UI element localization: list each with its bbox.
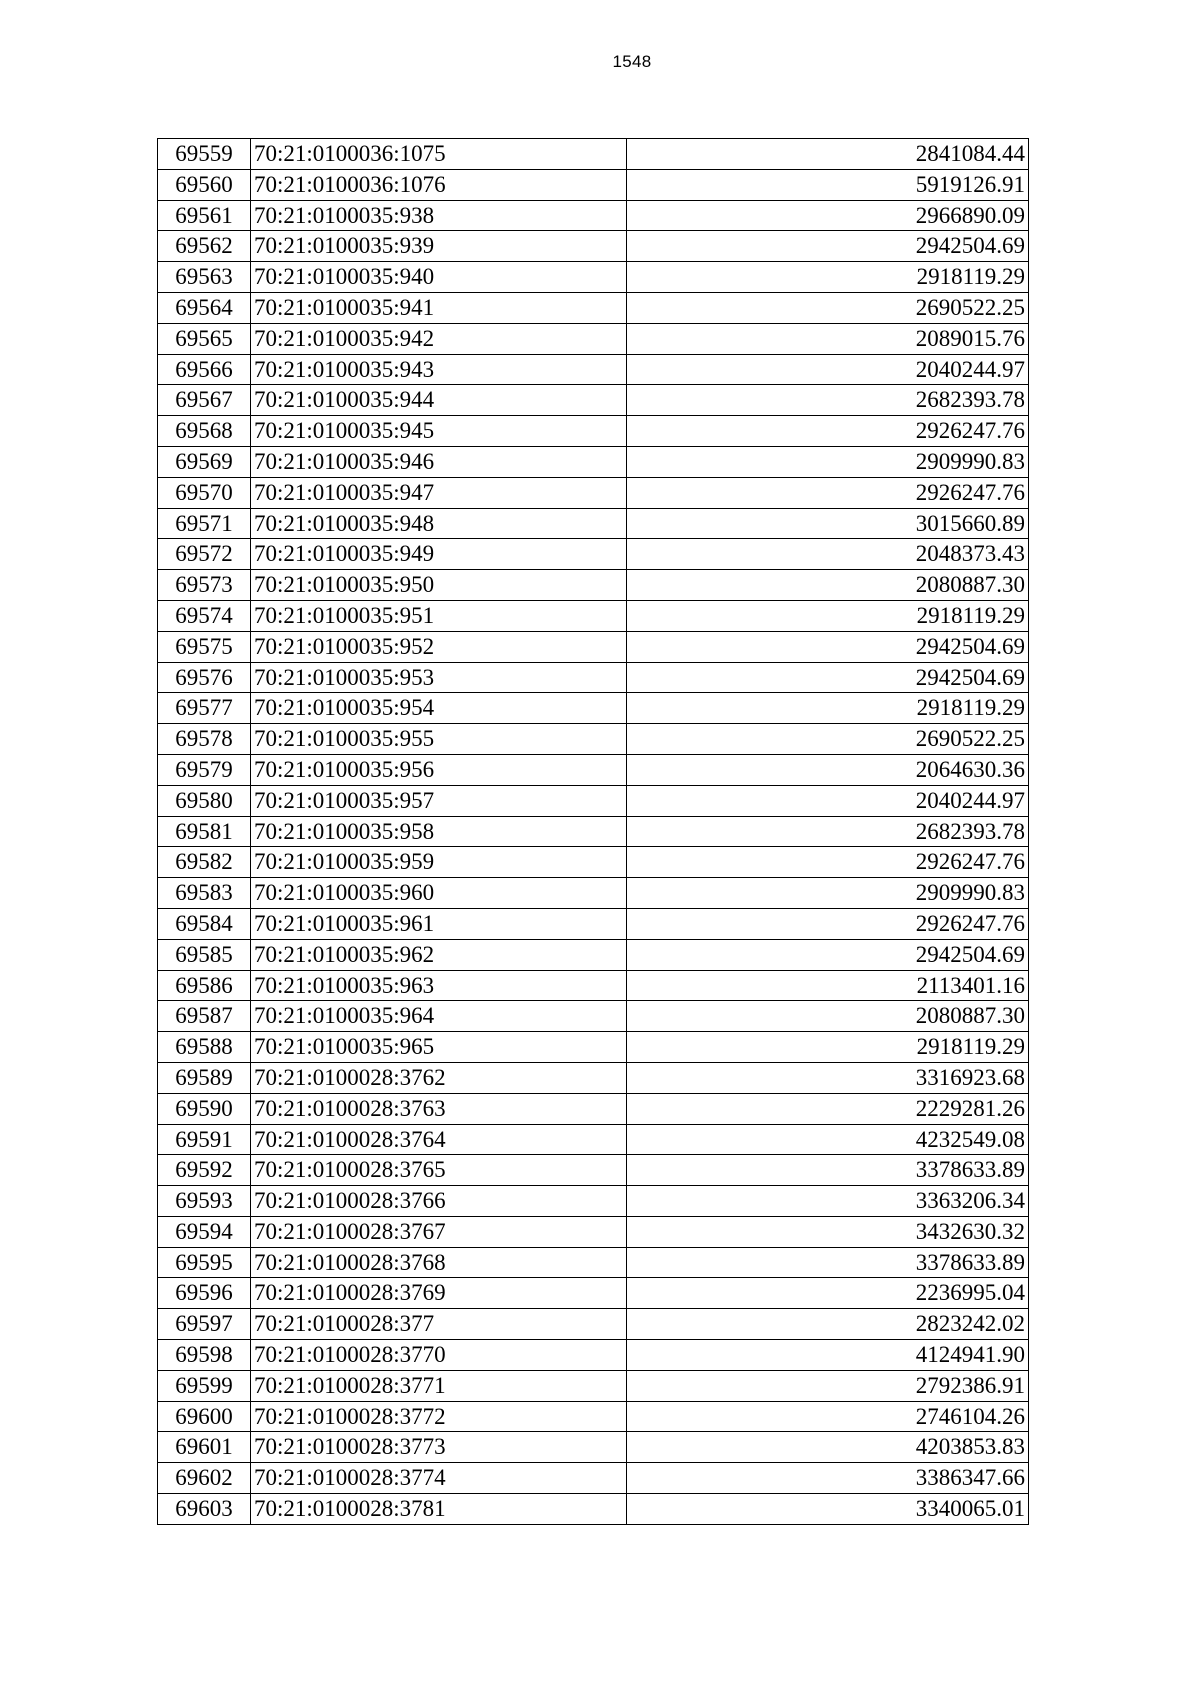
value-cell: 2682393.78 xyxy=(627,816,1029,847)
value-cell: 2823242.02 xyxy=(627,1309,1029,1340)
cadastral-number-cell: 70:21:0100035:965 xyxy=(251,1032,627,1063)
row-number-cell: 69571 xyxy=(158,508,251,539)
row-number-cell: 69597 xyxy=(158,1309,251,1340)
cadastral-number-cell: 70:21:0100035:943 xyxy=(251,354,627,385)
cadastral-number-cell: 70:21:0100028:3767 xyxy=(251,1216,627,1247)
row-number-cell: 69576 xyxy=(158,662,251,693)
row-number-cell: 69587 xyxy=(158,1001,251,1032)
cadastral-number-cell: 70:21:0100035:950 xyxy=(251,570,627,601)
row-number-cell: 69567 xyxy=(158,385,251,416)
row-number-cell: 69599 xyxy=(158,1370,251,1401)
row-number-cell: 69589 xyxy=(158,1062,251,1093)
cadastral-number-cell: 70:21:0100028:377 xyxy=(251,1309,627,1340)
table-row xyxy=(158,323,1029,354)
row-number-cell: 69591 xyxy=(158,1124,251,1155)
row-number-cell: 69582 xyxy=(158,847,251,878)
table-row xyxy=(158,1186,1029,1217)
table-row xyxy=(158,631,1029,662)
table-row xyxy=(158,1370,1029,1401)
row-number-cell: 69586 xyxy=(158,970,251,1001)
cadastral-number-cell: 70:21:0100035:945 xyxy=(251,416,627,447)
table-row xyxy=(158,1093,1029,1124)
table-row xyxy=(158,508,1029,539)
cadastral-number-cell: 70:21:0100028:3762 xyxy=(251,1062,627,1093)
row-number-cell: 69584 xyxy=(158,908,251,939)
row-number-cell: 69595 xyxy=(158,1247,251,1278)
cadastral-number-cell: 70:21:0100035:952 xyxy=(251,631,627,662)
table-row xyxy=(158,169,1029,200)
row-number-cell: 69562 xyxy=(158,231,251,262)
table-row xyxy=(158,354,1029,385)
table-row xyxy=(158,1432,1029,1463)
row-number-cell: 69583 xyxy=(158,878,251,909)
table-row xyxy=(158,970,1029,1001)
cadastral-number-cell: 70:21:0100035:954 xyxy=(251,693,627,724)
table-row xyxy=(158,385,1029,416)
row-number-cell: 69585 xyxy=(158,939,251,970)
cadastral-number-cell: 70:21:0100028:3781 xyxy=(251,1494,627,1525)
cadastral-number-cell: 70:21:0100035:957 xyxy=(251,785,627,816)
table-row xyxy=(158,1340,1029,1371)
value-cell: 2926247.76 xyxy=(627,477,1029,508)
row-number-cell: 69596 xyxy=(158,1278,251,1309)
cadastral-number-cell: 70:21:0100035:938 xyxy=(251,200,627,231)
cadastral-number-cell: 70:21:0100036:1075 xyxy=(251,139,627,170)
value-cell: 2690522.25 xyxy=(627,292,1029,323)
row-number-cell: 69574 xyxy=(158,600,251,631)
value-cell: 2080887.30 xyxy=(627,1001,1029,1032)
cadastral-number-cell: 70:21:0100035:962 xyxy=(251,939,627,970)
cadastral-number-cell: 70:21:0100035:947 xyxy=(251,477,627,508)
table-row xyxy=(158,416,1029,447)
cadastral-number-cell: 70:21:0100035:939 xyxy=(251,231,627,262)
value-cell: 2942504.69 xyxy=(627,231,1029,262)
registry-table-body xyxy=(158,139,1029,1525)
table-row xyxy=(158,1494,1029,1525)
value-cell: 2841084.44 xyxy=(627,139,1029,170)
table-row xyxy=(158,724,1029,755)
row-number-cell: 69559 xyxy=(158,139,251,170)
table-row xyxy=(158,908,1029,939)
cadastral-number-cell: 70:21:0100028:3773 xyxy=(251,1432,627,1463)
row-number-cell: 69588 xyxy=(158,1032,251,1063)
value-cell: 2746104.26 xyxy=(627,1401,1029,1432)
table-row xyxy=(158,477,1029,508)
cadastral-number-cell: 70:21:0100035:948 xyxy=(251,508,627,539)
cadastral-number-cell: 70:21:0100035:955 xyxy=(251,724,627,755)
value-cell: 2080887.30 xyxy=(627,570,1029,601)
value-cell: 2942504.69 xyxy=(627,939,1029,970)
cadastral-number-cell: 70:21:0100028:3774 xyxy=(251,1463,627,1494)
cadastral-number-cell: 70:21:0100028:3772 xyxy=(251,1401,627,1432)
value-cell: 5919126.91 xyxy=(627,169,1029,200)
value-cell: 3432630.32 xyxy=(627,1216,1029,1247)
cadastral-number-cell: 70:21:0100035:959 xyxy=(251,847,627,878)
row-number-cell: 69590 xyxy=(158,1093,251,1124)
row-number-cell: 69581 xyxy=(158,816,251,847)
value-cell: 2064630.36 xyxy=(627,754,1029,785)
table-row xyxy=(158,1155,1029,1186)
table-row xyxy=(158,754,1029,785)
cadastral-number-cell: 70:21:0100035:961 xyxy=(251,908,627,939)
row-number-cell: 69560 xyxy=(158,169,251,200)
value-cell: 2690522.25 xyxy=(627,724,1029,755)
value-cell: 3316923.68 xyxy=(627,1062,1029,1093)
row-number-cell: 69570 xyxy=(158,477,251,508)
row-number-cell: 69579 xyxy=(158,754,251,785)
row-number-cell: 69580 xyxy=(158,785,251,816)
row-number-cell: 69598 xyxy=(158,1340,251,1371)
table-row xyxy=(158,1463,1029,1494)
value-cell: 3363206.34 xyxy=(627,1186,1029,1217)
table-row xyxy=(158,1032,1029,1063)
page-number: 1548 xyxy=(612,52,652,71)
cadastral-number-cell: 70:21:0100035:953 xyxy=(251,662,627,693)
value-cell: 2113401.16 xyxy=(627,970,1029,1001)
cadastral-number-cell: 70:21:0100035:946 xyxy=(251,446,627,477)
row-number-cell: 69593 xyxy=(158,1186,251,1217)
cadastral-number-cell: 70:21:0100035:964 xyxy=(251,1001,627,1032)
row-number-cell: 69602 xyxy=(158,1463,251,1494)
table-row xyxy=(158,878,1029,909)
cadastral-number-cell: 70:21:0100035:944 xyxy=(251,385,627,416)
table-row xyxy=(158,662,1029,693)
cadastral-number-cell: 70:21:0100028:3764 xyxy=(251,1124,627,1155)
row-number-cell: 69563 xyxy=(158,262,251,293)
cadastral-number-cell: 70:21:0100035:951 xyxy=(251,600,627,631)
cadastral-number-cell: 70:21:0100028:3766 xyxy=(251,1186,627,1217)
cadastral-number-cell: 70:21:0100035:960 xyxy=(251,878,627,909)
table-row xyxy=(158,1247,1029,1278)
cadastral-number-cell: 70:21:0100028:3769 xyxy=(251,1278,627,1309)
value-cell: 2236995.04 xyxy=(627,1278,1029,1309)
value-cell: 2040244.97 xyxy=(627,354,1029,385)
row-number-cell: 69594 xyxy=(158,1216,251,1247)
row-number-cell: 69561 xyxy=(158,200,251,231)
value-cell: 4232549.08 xyxy=(627,1124,1029,1155)
table-row xyxy=(158,847,1029,878)
table-row xyxy=(158,200,1029,231)
table-row xyxy=(158,939,1029,970)
table-row xyxy=(158,600,1029,631)
cadastral-number-cell: 70:21:0100028:3768 xyxy=(251,1247,627,1278)
cadastral-number-cell: 70:21:0100028:3763 xyxy=(251,1093,627,1124)
value-cell: 2909990.83 xyxy=(627,878,1029,909)
table-row xyxy=(158,539,1029,570)
cadastral-number-cell: 70:21:0100035:941 xyxy=(251,292,627,323)
value-cell: 3340065.01 xyxy=(627,1494,1029,1525)
value-cell: 3378633.89 xyxy=(627,1247,1029,1278)
table-row xyxy=(158,1216,1029,1247)
table-row xyxy=(158,570,1029,601)
value-cell: 2926247.76 xyxy=(627,847,1029,878)
value-cell: 2909990.83 xyxy=(627,446,1029,477)
row-number-cell: 69566 xyxy=(158,354,251,385)
cadastral-number-cell: 70:21:0100035:958 xyxy=(251,816,627,847)
registry-table xyxy=(157,138,1029,1525)
row-number-cell: 69568 xyxy=(158,416,251,447)
row-number-cell: 69601 xyxy=(158,1432,251,1463)
row-number-cell: 69578 xyxy=(158,724,251,755)
table-row xyxy=(158,1124,1029,1155)
table-row xyxy=(158,139,1029,170)
cadastral-number-cell: 70:21:0100035:942 xyxy=(251,323,627,354)
row-number-cell: 69573 xyxy=(158,570,251,601)
row-number-cell: 69600 xyxy=(158,1401,251,1432)
value-cell: 2942504.69 xyxy=(627,662,1029,693)
value-cell: 2918119.29 xyxy=(627,600,1029,631)
value-cell: 3386347.66 xyxy=(627,1463,1029,1494)
cadastral-number-cell: 70:21:0100035:956 xyxy=(251,754,627,785)
value-cell: 2682393.78 xyxy=(627,385,1029,416)
row-number-cell: 69592 xyxy=(158,1155,251,1186)
table-row xyxy=(158,785,1029,816)
cadastral-number-cell: 70:21:0100036:1076 xyxy=(251,169,627,200)
table-row xyxy=(158,262,1029,293)
table-row xyxy=(158,292,1029,323)
row-number-cell: 69565 xyxy=(158,323,251,354)
value-cell: 2926247.76 xyxy=(627,908,1029,939)
value-cell: 2229281.26 xyxy=(627,1093,1029,1124)
value-cell: 2918119.29 xyxy=(627,693,1029,724)
value-cell: 4124941.90 xyxy=(627,1340,1029,1371)
row-number-cell: 69572 xyxy=(158,539,251,570)
table-row xyxy=(158,1278,1029,1309)
row-number-cell: 69569 xyxy=(158,446,251,477)
value-cell: 2966890.09 xyxy=(627,200,1029,231)
value-cell: 2918119.29 xyxy=(627,262,1029,293)
value-cell: 2089015.76 xyxy=(627,323,1029,354)
table-row xyxy=(158,816,1029,847)
cadastral-number-cell: 70:21:0100028:3770 xyxy=(251,1340,627,1371)
table-row xyxy=(158,1309,1029,1340)
row-number-cell: 69575 xyxy=(158,631,251,662)
value-cell: 2926247.76 xyxy=(627,416,1029,447)
value-cell: 2942504.69 xyxy=(627,631,1029,662)
value-cell: 3378633.89 xyxy=(627,1155,1029,1186)
cadastral-number-cell: 70:21:0100028:3771 xyxy=(251,1370,627,1401)
cadastral-number-cell: 70:21:0100028:3765 xyxy=(251,1155,627,1186)
table-row xyxy=(158,1062,1029,1093)
value-cell: 2792386.91 xyxy=(627,1370,1029,1401)
table-row xyxy=(158,446,1029,477)
table-row xyxy=(158,1401,1029,1432)
table-row xyxy=(158,231,1029,262)
cadastral-number-cell: 70:21:0100035:963 xyxy=(251,970,627,1001)
table-row xyxy=(158,1001,1029,1032)
cadastral-number-cell: 70:21:0100035:940 xyxy=(251,262,627,293)
table-row xyxy=(158,693,1029,724)
row-number-cell: 69577 xyxy=(158,693,251,724)
value-cell: 2040244.97 xyxy=(627,785,1029,816)
cadastral-number-cell: 70:21:0100035:949 xyxy=(251,539,627,570)
row-number-cell: 69603 xyxy=(158,1494,251,1525)
value-cell: 3015660.89 xyxy=(627,508,1029,539)
value-cell: 2918119.29 xyxy=(627,1032,1029,1063)
value-cell: 2048373.43 xyxy=(627,539,1029,570)
value-cell: 4203853.83 xyxy=(627,1432,1029,1463)
row-number-cell: 69564 xyxy=(158,292,251,323)
